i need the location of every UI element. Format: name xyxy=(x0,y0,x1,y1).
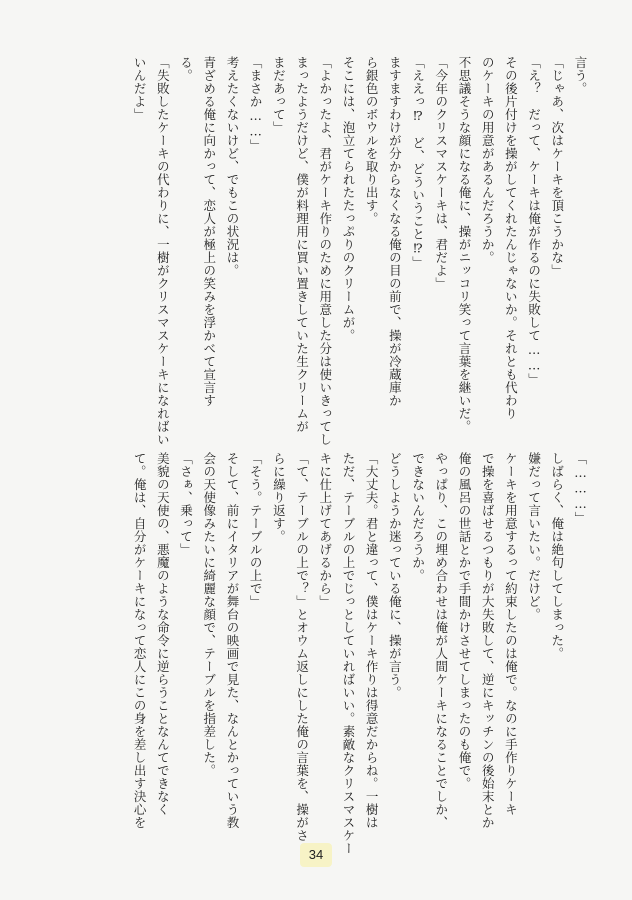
text-line: しばらく、俺は絶句してしまった。 xyxy=(549,452,565,660)
text-line: まったようだけど、僕が料理用に買い置きしていた生クリームが xyxy=(294,56,310,433)
text-line: 「………」 xyxy=(573,452,588,525)
text-line: 嫌だって言いたい。だけど。 xyxy=(526,452,542,621)
text-line: 「そう。テーブルの上で」 xyxy=(248,452,264,608)
text-line: 「まさか……」 xyxy=(248,56,264,152)
text-line: やっぱり、この埋め合わせは俺が人間ケーキになることでしか、 xyxy=(433,452,449,829)
text-line: どうしようか迷っている俺に、操が言う。 xyxy=(387,452,403,699)
text-line: 「え？ だって、ケーキは俺が作るのに失敗して……」 xyxy=(526,56,542,386)
text-line: 「さぁ、乗って」 xyxy=(178,452,194,556)
text-line: ら銀色のボウルを取り出す。 xyxy=(364,56,380,225)
text-line: のケーキの用意があるんだろうか。 xyxy=(480,56,496,264)
text-line: 「よかったよ、君がケーキ作りのために用意した分は使いきってし xyxy=(317,56,333,446)
text-line: 不思議そうな顔になる俺に、操がニッコリ笑って言葉を継いだ。 xyxy=(456,56,472,433)
text-line: て。俺は、自分がケーキになって恋人にこの身を差し出す決心を xyxy=(132,452,148,829)
text-line: ケーキを用意するって約束したのは俺で。なのに手作りケーキ xyxy=(503,452,519,816)
text-line: キに仕上げてあげるから」 xyxy=(317,452,333,608)
text-line: らに繰り返す。 xyxy=(271,452,287,543)
text-line: 俺の風呂の世話とかで手間かけさせてしまったのも俺で。 xyxy=(456,452,472,790)
text-line: 「大丈夫。君と違って、僕はケーキ作りは得意だからね。一樹は xyxy=(364,452,380,829)
text-line: 「じゃあ、次はケーキを頂こうかな」 xyxy=(549,56,565,277)
text-line: 青ざめる俺に向かって、恋人が極上の笑みを浮かべて宣言す xyxy=(201,56,217,407)
text-line: できないんだろうか。 xyxy=(410,452,426,582)
text-line: その後片付けを操がしてくれたんじゃないか。それとも代わり xyxy=(503,56,519,420)
text-line: 言う。 xyxy=(573,56,588,95)
text-line: そして、前にイタリアが舞台の映画で見た、なんとかっていう教 xyxy=(224,452,240,829)
text-line: 「今年のクリスマスケーキは、君だよ」 xyxy=(433,56,449,290)
text-line: 会の天使像みたいに綺麗な顔で、テーブルを指差した。 xyxy=(201,452,217,777)
text-line: 美貌の天使の、悪魔のような命令に逆らうことなんてできなく xyxy=(155,452,171,816)
page-number: 34 xyxy=(300,843,332,867)
text-line: まだあって」 xyxy=(271,56,287,134)
text-line: ますますわけが分からなくなる俺の目の前で、操が冷蔵庫か xyxy=(387,56,403,407)
text-line: ただ、テーブルの上でじっとしていればいい。素敵なクリスマスケー xyxy=(340,452,356,855)
upper-text-block xyxy=(128,56,592,446)
text-line: で操を喜ばせるつもりが大失敗して、逆にキッチンの後始末とか xyxy=(480,452,496,829)
text-line: そこには、泡立てられたたっぷりのクリームが。 xyxy=(340,56,356,342)
text-line: る。 xyxy=(178,56,194,82)
text-line: 「ええっ⁉ ど、どういうこと⁉」 xyxy=(410,56,426,269)
text-line: 「失敗したケーキの代わりに、一樹がクリスマスケーキになればい xyxy=(155,56,171,446)
text-line: 「て、テーブルの上で？」とオウム返しにした俺の言葉を、操がさ xyxy=(294,452,310,842)
text-line: 考えたくないけど、でもこの状況は。 xyxy=(224,56,240,277)
text-line: いんだよ」 xyxy=(132,56,148,121)
